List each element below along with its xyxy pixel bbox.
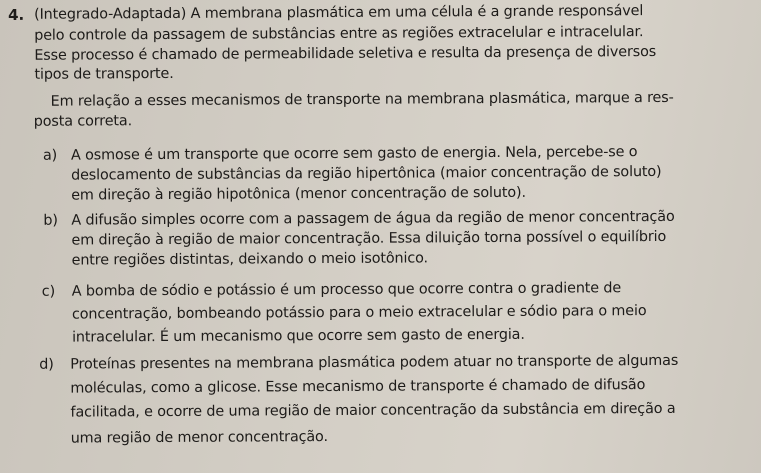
prompt-line-2: posta correta. — [33, 113, 133, 130]
option-c-line-3: intracelular. É um mecanismo que ocorre sem gasto de energia. — [72, 326, 525, 346]
option-c-letter[interactable]: c) — [41, 283, 56, 300]
intro-line-2: pelo controle da passagem de substâncias entre as regiões extracelular e intracelular. — [34, 24, 644, 44]
option-a-line-2: deslocamento de substâncias da região hipertônica (maior concentração de soluto) — [71, 163, 662, 184]
option-b-line-1: A difusão simples ocorre com a passagem de água da região de menor concentração — [71, 208, 675, 229]
option-b-line-2: em direção à região de maior concentração. Essa diluição torna possível o equilíbrio — [71, 228, 667, 249]
option-a-letter[interactable]: a) — [42, 147, 58, 164]
option-d-line-4: uma região de menor concentração. — [70, 429, 328, 447]
option-a-line-3: em direção à região hipotônica (menor concentração de soluto). — [71, 184, 526, 204]
option-d-letter[interactable]: d) — [39, 356, 54, 373]
intro-line-3: Esse processo é chamado de permeabilidade seletiva e resulta da presença de diversos — [34, 43, 657, 64]
intro-line-1: (Integrado-Adaptada) A membrana plasmática em uma célula é a grande responsável — [34, 3, 644, 23]
option-a-line-1: A osmose é um transporte que ocorre sem gasto de energia. Nela, percebe-se o — [70, 144, 638, 164]
prompt-line-1: Em relação a esses mecanismos de transporte na membrana plasmática, marque a res- — [50, 89, 674, 110]
option-d-line-1: Proteínas presentes na membrana plasmática podem atuar no transporte de algumas — [70, 352, 679, 373]
option-d-line-2: moléculas, como a glicose. Esse mecanismo de transporte é chamado de difusão — [70, 377, 646, 397]
option-c-line-1: A bomba de sódio e potássio é um processo que ocorre contra o gradiente de — [71, 280, 622, 300]
option-b-line-3: entre regiões distintas, deixando o meio isotônico. — [71, 250, 428, 269]
intro-line-4: tipos de transporte. — [34, 65, 174, 83]
question-number: 4. — [8, 5, 25, 24]
option-d-line-3: facilitada, e ocorre de uma região de maior concentração da substância em direção a — [70, 400, 676, 421]
option-b-letter[interactable]: b) — [43, 212, 58, 229]
option-c-line-2: concentração, bombeando potássio para o meio extracelular e sódio para o meio — [71, 303, 647, 323]
